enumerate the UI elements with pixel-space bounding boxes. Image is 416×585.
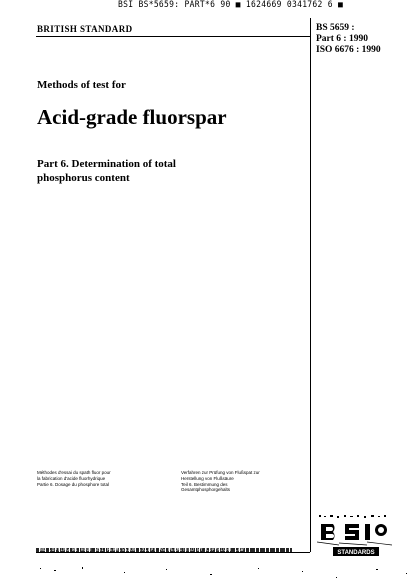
part-title: [37, 157, 277, 185]
french-title-block: [37, 470, 167, 487]
standard-reference: [316, 23, 381, 56]
german-title-line: Verfahren zur Prüfung von Flußspat zur: [181, 470, 260, 475]
top-rule: [36, 36, 310, 37]
standard-reference-line: BS 5659 :: [316, 23, 355, 33]
french-title-line: Partie 6. Dosage du phosphore total: [37, 481, 110, 487]
part-title-line: Part 6. Determination of total: [37, 158, 176, 170]
french-title-line: la fabrication d'acide fluorhydrique: [37, 475, 106, 481]
german-title-line: Teil 6. Bestimmung des: [181, 481, 228, 487]
bsi-logo-label: STANDARDS: [337, 550, 375, 556]
document-title: Acid-grade fluorspar: [37, 105, 227, 129]
german-title-line: Herstellung von Flußsäure: [181, 475, 234, 481]
bsi-logo: [317, 514, 393, 558]
methods-heading: Methods of test for: [37, 79, 126, 91]
copyright-notice: NO COPYING WITHOUT BSI PERMISSION EXCEPT AS PERMITTED BY COPYRIGHT LAW: [40, 548, 244, 553]
part-title-line: phosphorus content: [37, 172, 130, 184]
standard-reference-line: Part 6 : 1990: [316, 34, 368, 44]
brand-label: BRITISH STANDARD: [37, 24, 133, 34]
german-title-block: [181, 470, 311, 493]
standard-reference-line: ISO 6676 : 1990: [316, 45, 381, 55]
french-title-line: Méthodes d'essai du spath fluor pour: [37, 470, 111, 475]
bottom-rule: [36, 552, 310, 553]
scan-noise: [36, 565, 416, 585]
german-title-line: Gesamtphosphorgehalts: [181, 487, 231, 493]
document-header-code: BSI BS*5659: PART*6 90 ■ 1624669 0341762 6 ■: [118, 0, 344, 10]
